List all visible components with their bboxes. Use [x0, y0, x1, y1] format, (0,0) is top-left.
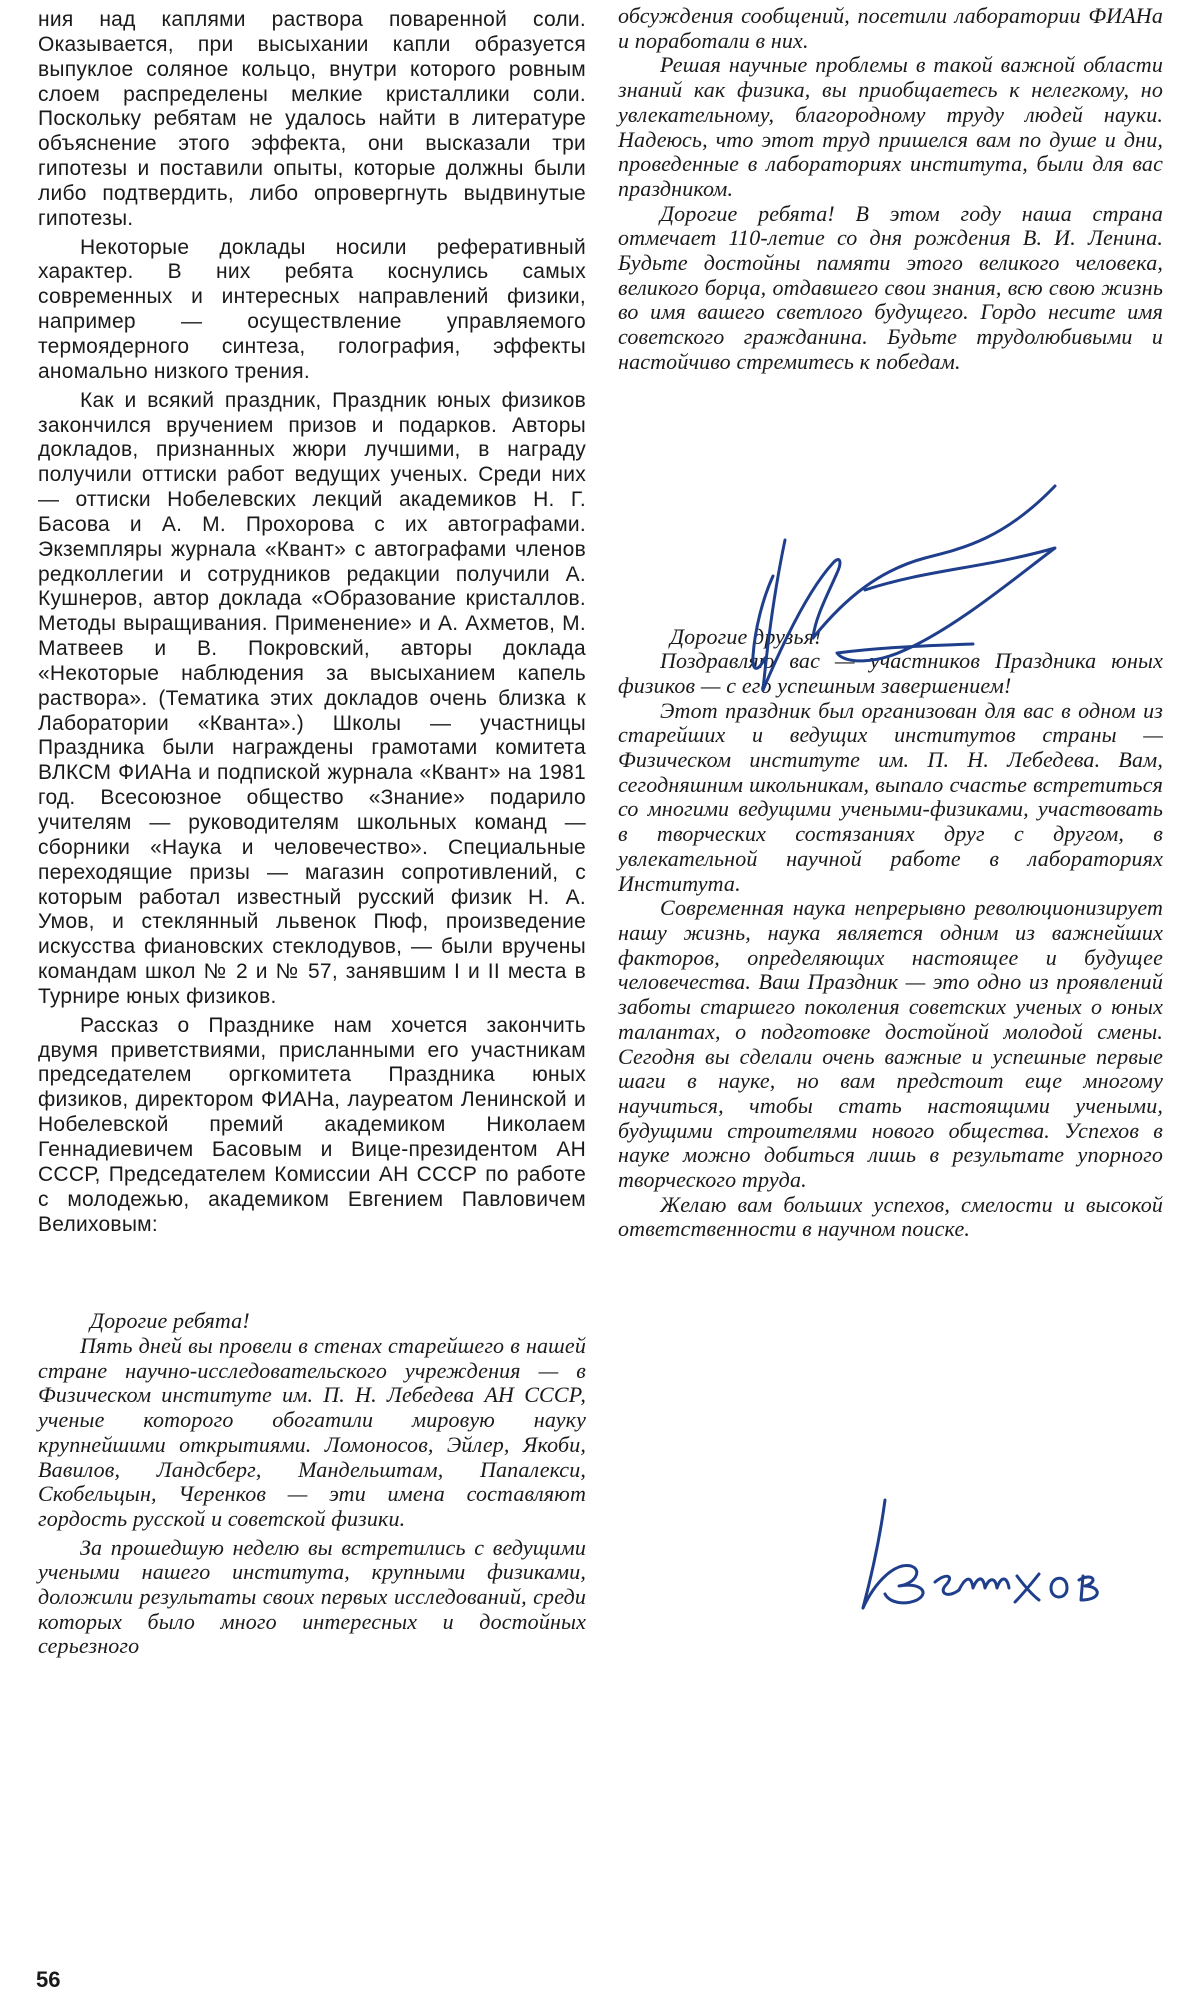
spacer — [38, 1237, 586, 1309]
velikhov-letter-paragraph: Современная наука непрерывно революционизирует нашу жизнь, наука является одним из важнейших факторов, определяющих настоящее и будущее человечества. Ваш Праздник — это одно из проявлений заботы старшего поколения советских ученых о юных талантах, о подготовке достойной молодой смены. Сегодня вы сделали очень важные и успешные первые шаги в науке, но вам предстоит еще многому научиться, чтобы стать настоящими учеными, будущими строителями нового общества. Успехов в науке можно добиться лишь в результате упорного творческого труда. — [618, 895, 1163, 1193]
basov-letter-paragraph: обсуждения сообщений, посетили лаборатории ФИАНа и поработали в них. — [618, 3, 1163, 53]
velikhov-letter-paragraph: Желаю вам больших успехов, смелости и высокой ответственности в научном поиске. — [618, 1191, 1163, 1242]
basov-letter-paragraph: Дорогие ребята! В этом году наша страна отмечает 110-летие со дня рождения В. И. Ленина. Будьте достойны памяти этого великого человека, великого борца, отдавшего свои знания, всю свою жизнь во имя вашего светлого будущего. Гордо несите имя советского гражданина. Будьте трудолюбивыми и настойчиво стремитесь к победам. — [618, 200, 1163, 374]
basov-letter-paragraph: Решая научные проблемы в такой важной области знаний как физика, вы приобщаетесь к нелегкому, но увлекательному, благородному труду людей науки. Надеюсь, что этот труд пришелся вам по душе и дни, проведенные в лабораториях института, были для вас праздником. — [618, 52, 1163, 201]
left-column — [38, 8, 586, 1659]
article-paragraph: Рассказ о Празднике нам хочется закончить двумя приветствиями, присланными его участникам председателем оргкомитета Праздника юных физиков, директором ФИАНа, лауреатом Ленинской и Нобелевской премий академиком Николаем Геннадиевичем Басовым и Вице-президентом АН СССР, Председателем Комиссии АН СССР по работе с молодежью, академиком Евгением Павловичем Велиховым: — [38, 1013, 586, 1236]
article-paragraph: Некоторые доклады носили реферативный характер. В них ребята коснулись самых современных и интересных направлений физики, например — осуществление управляемого термоядерного синтеза, голография, эффекты аномально низкого трения. — [38, 235, 586, 383]
page-number: 56 — [36, 1967, 61, 1992]
basov-letter-paragraph: За прошедшую неделю вы встретились с ведущими учеными нашего института, крупными физиками, доложили результаты своих первых исследований, среди которых было много интересных и достойных серьезного — [38, 1534, 586, 1659]
basov-letter-paragraph: Пять дней вы провели в стенах старейшего в нашей стране научно-исследовательского учреждения — в Физическом институте им. П. Н. Лебедева АН СССР, ученые которого обогатили мировую науку крупнейшими открытиями. Ломоносов, Эйлер, Якоби, Вавилов, Ландсберг, Мандельштам, Папалекси, Скобельцын, Черенков — эти имена составляют гордость русской и советской физики. — [38, 1333, 586, 1531]
article-paragraph: Как и всякий праздник, Праздник юных физиков закончился вручением призов и подарков. Авторы докладов, признанных жюри лучшими, в награду получили оттиски работ ведущих ученых. Среди них — оттиски Нобелевских лекций академиков Н. Г. Басова и А. М. Прохорова с их автографами. Экземпляры журнала «Квант» с автографами членов редколлегии и сотрудников редакции получили А. Кушнеров, автор доклада «Образование кристаллов. Методы выращивания. Применение» и А. Ахметов, М. Матвеев и В. Покровский, авторы доклада «Некоторые наблюдения за высыханием капель раствора». (Тематика этих докладов очень близка к Лаборатории «Кванта».) Школы — участницы Праздника были награждены грамотами комитета ВЛКСМ ФИАНа и подпиской журнала «Квант» на 1981 год. Всесоюзное общество «Знание» подарило учителям — руководителям школьных команд — сборники «Наука и человечество». Специальные переходящие призы — магазин сопротивлений, с которым работал известный русский физик Н. А. Умов, и стеклянный львенок Пюф, произведение искусства фиановских стеклодувов, — были вручены командам школ № 2 и № 57, занявшим I и II места в Турнире юных физиков. — [38, 388, 586, 1008]
velikhov-letter-paragraph: Поздравляю вас — участников Праздника юных физиков — с его успешным завершением! — [618, 648, 1163, 698]
article-paragraph: ния над каплями раствора поваренной соли. Оказывается, при высыхании капли образуется выпуклое соляное кольцо, внутри которого ровным слоем распределены мелкие кристаллики соли. Поскольку ребятам не удалось найти в литературе объяснение этого эффекта, они высказали три гипотезы и поставили опыты, которые должны были либо подтвердить, либо опровергнуть выдвинутые гипотезы. — [38, 8, 586, 230]
velikhov-signature — [845, 1490, 1145, 1620]
velikhov-greeting: Дорогие друзья! — [670, 623, 822, 649]
velikhov-letter-paragraph: Этот праздник был организован для вас в одном из старейших и ведущих институтов страны — Физическом институте им. П. Н. Лебедева. Вам, сегодняшним школьникам, выпало счастье встретиться со многими ведущими учеными-физиками, участвовать в творческих состязаниях друг с другом, в увлекательной научной работе в лабораториях Института. — [618, 697, 1163, 896]
basov-signature — [715, 478, 1095, 708]
basov-greeting: Дорогие ребята! — [90, 1308, 250, 1334]
